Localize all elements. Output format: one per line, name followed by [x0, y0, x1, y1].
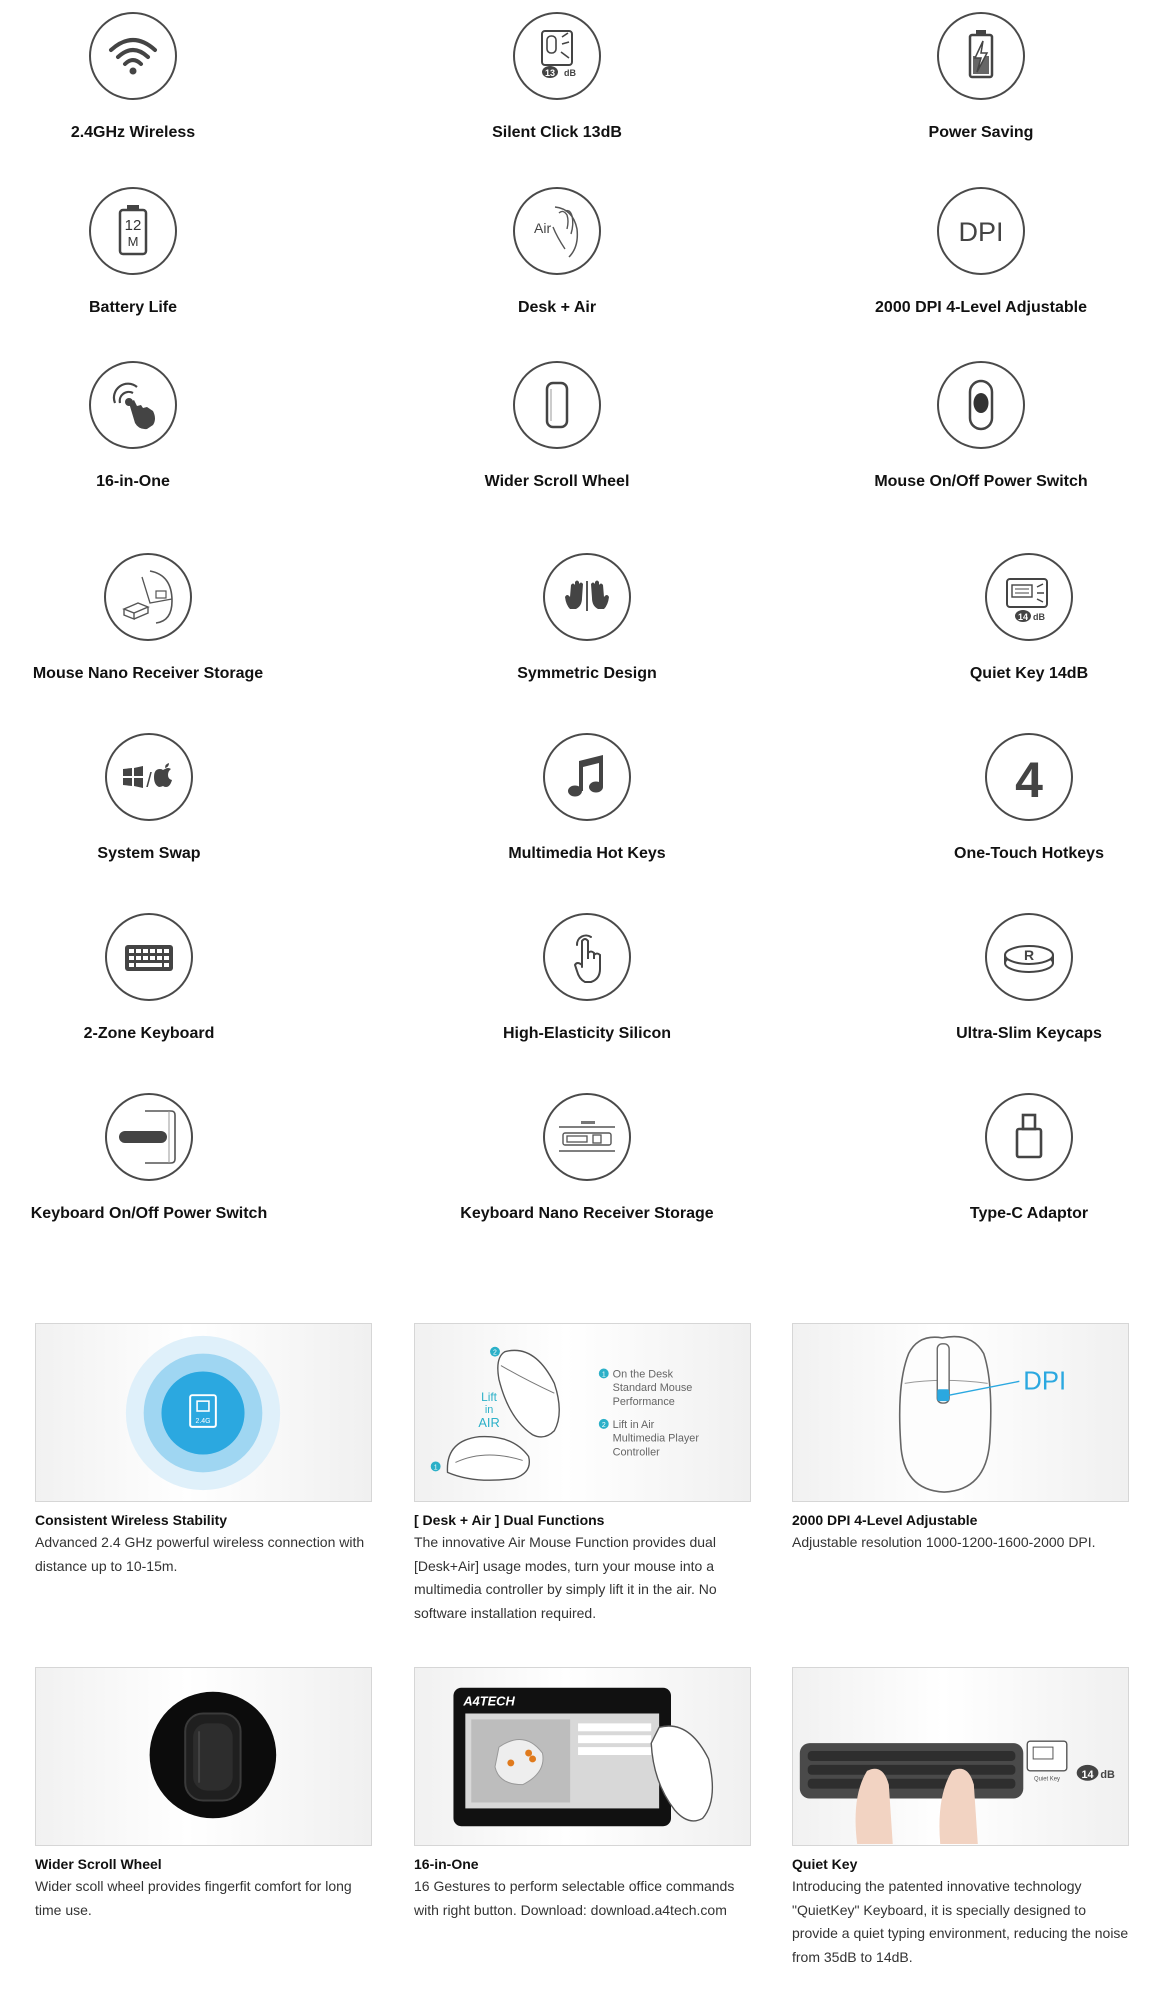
svg-text:Standard Mouse: Standard Mouse: [612, 1382, 693, 1395]
dpi-icon: [937, 187, 1025, 275]
wireless-receiver-illustration: [35, 1323, 372, 1502]
feature-label: Silent Click 13dB: [492, 124, 622, 141]
desk-air-illustration: [414, 1323, 751, 1502]
windows-apple-icon: [105, 733, 193, 821]
svg-text:dB: dB: [564, 68, 576, 78]
feature-wireless: [43, 12, 223, 142]
silent-click-icon: [513, 12, 601, 100]
feature-label: Wider Scroll Wheel: [484, 473, 630, 490]
feature-label: Keyboard Nano Receiver Storage: [460, 1205, 714, 1222]
feature-mouse-receiver: [28, 553, 268, 683]
feature-mouse-switch: [874, 361, 1088, 491]
svg-text:Lift in Air: Lift in Air: [612, 1418, 655, 1431]
feature-label: Mouse Nano Receiver Storage: [32, 665, 264, 682]
svg-text:Quiet Key: Quiet Key: [1034, 1776, 1061, 1783]
svg-text:1: 1: [433, 1464, 438, 1472]
feature-label: 2000 DPI 4-Level Adjustable: [875, 299, 1087, 316]
scroll-wheel-illustration: [35, 1667, 372, 1846]
svg-text:in: in: [484, 1403, 494, 1416]
card-title: 16-in-One: [414, 1856, 479, 1872]
feature-label: Quiet Key 14dB: [969, 665, 1089, 682]
quiet-key-icon: [985, 553, 1073, 641]
feature-16-in-one: [43, 361, 223, 491]
svg-text:1: 1: [601, 1371, 606, 1379]
svg-text:14: 14: [1081, 1768, 1094, 1781]
feature-label: High-Elasticity Silicon: [502, 1025, 672, 1042]
music-note-icon: [543, 733, 631, 821]
card-title: Quiet Key: [792, 1856, 858, 1872]
finger-press-icon: [543, 913, 631, 1001]
feature-label: System Swap: [97, 845, 201, 862]
svg-text:Air: Air: [534, 220, 552, 236]
feature-one-touch: [939, 733, 1119, 863]
touch-gesture-icon: [89, 361, 177, 449]
svg-text:AIR: AIR: [478, 1414, 500, 1430]
feature-quiet-key: [939, 553, 1119, 683]
battery-life-icon: [89, 187, 177, 275]
feature-label: Ultra-Slim Keycaps: [956, 1025, 1102, 1042]
svg-text:A4TECH: A4TECH: [463, 1693, 515, 1709]
card-scroll-wheel: [35, 1667, 372, 1922]
wifi-icon: [89, 12, 177, 100]
feature-label: Type-C Adaptor: [969, 1205, 1089, 1222]
nano-receiver-icon: [104, 553, 192, 641]
feature-desk-air: [467, 187, 647, 317]
card-description: The innovative Air Mouse Function provides dual [Desk+Air] usage modes, turn your mouse into a multimedia controller by simply lift it in the air. No software installation required.: [414, 1534, 717, 1621]
software-illustration: [414, 1667, 751, 1846]
mouse-dpi-illustration: [792, 1323, 1129, 1502]
card-description: Adjustable resolution 1000-1200-1600-2000 DPI.: [792, 1534, 1096, 1550]
feature-label: 2-Zone Keyboard: [83, 1025, 215, 1042]
svg-text:12: 12: [124, 217, 142, 234]
card-dpi: [792, 1323, 1129, 1555]
power-switch-icon: [937, 361, 1025, 449]
number-four-icon: [985, 733, 1073, 821]
card-description: Introducing the patented innovative technology "QuietKey" Keyboard, it is specially designed to provide a quiet typing environment, reducing the noise from 35dB to 14dB.: [792, 1878, 1129, 1965]
feature-multimedia: [497, 733, 677, 863]
card-title: [ Desk + Air ] Dual Functions: [414, 1512, 605, 1528]
feature-silent-click: [467, 12, 647, 142]
feature-symmetric: [497, 553, 677, 683]
svg-text:Lift: Lift: [481, 1390, 497, 1405]
svg-text:On the Desk: On the Desk: [612, 1368, 674, 1381]
svg-text:2: 2: [493, 1349, 497, 1357]
feature-label: Power Saving: [928, 124, 1034, 141]
svg-text:Controller: Controller: [612, 1446, 660, 1459]
feature-label: Symmetric Design: [517, 665, 657, 682]
svg-text:2.4G: 2.4G: [195, 1417, 211, 1425]
feature-type-c: [939, 1093, 1119, 1223]
type-c-icon: [985, 1093, 1073, 1181]
keyboard-icon: [105, 913, 193, 1001]
card-quiet-key: [792, 1667, 1129, 1969]
feature-label: 16-in-One: [96, 473, 170, 490]
svg-text:4: 4: [1015, 752, 1043, 808]
svg-text:dB: dB: [1100, 1768, 1115, 1781]
svg-text:M: M: [127, 234, 139, 249]
card-description: Wider scoll wheel provides fingerfit comfort for long time use.: [35, 1878, 352, 1918]
card-description: Advanced 2.4 GHz powerful wireless connection with distance up to 10-15m.: [35, 1534, 365, 1574]
battery-bolt-icon: [937, 12, 1025, 100]
svg-text:13: 13: [544, 68, 556, 78]
keyboard-receiver-icon: [543, 1093, 631, 1181]
feature-kb-receiver: [452, 1093, 722, 1223]
scroll-wheel-icon: [513, 361, 601, 449]
card-title: Wider Scroll Wheel: [35, 1856, 162, 1872]
feature-battery-life: [43, 187, 223, 317]
svg-text:Multimedia Player: Multimedia Player: [612, 1432, 699, 1445]
feature-2-zone: [59, 913, 239, 1043]
svg-text:R: R: [1023, 947, 1035, 963]
feature-label: Keyboard On/Off Power Switch: [30, 1205, 268, 1222]
card-description: 16 Gestures to perform selectable office commands with right button. Download: download.a4tech.com: [414, 1878, 735, 1918]
feature-label: Multimedia Hot Keys: [508, 845, 666, 862]
feature-slim-keycaps: [939, 913, 1119, 1043]
svg-text:/: /: [146, 770, 152, 792]
feature-label: One-Touch Hotkeys: [954, 845, 1104, 862]
svg-text:2: 2: [601, 1421, 606, 1429]
svg-text:DPI: DPI: [958, 217, 1004, 247]
feature-kb-switch: [14, 1093, 284, 1223]
hand-air-icon: [513, 187, 601, 275]
card-title: 2000 DPI 4-Level Adjustable: [792, 1512, 978, 1528]
feature-system-swap: [59, 733, 239, 863]
svg-text:Performance: Performance: [612, 1396, 675, 1409]
feature-label: Battery Life: [88, 299, 178, 316]
card-title: Consistent Wireless Stability: [35, 1512, 228, 1528]
feature-label: Mouse On/Off Power Switch: [874, 473, 1088, 490]
quiet-keyboard-illustration: [792, 1667, 1129, 1846]
card-desk-air: [414, 1323, 751, 1625]
symmetric-hands-icon: [543, 553, 631, 641]
svg-text:14: 14: [1017, 612, 1029, 622]
svg-text:DPI: DPI: [1023, 1367, 1067, 1396]
feature-silicon: [497, 913, 677, 1043]
feature-label: 2.4GHz Wireless: [70, 124, 196, 141]
feature-dpi: [875, 187, 1087, 317]
feature-label: Desk + Air: [517, 299, 597, 316]
keyboard-switch-icon: [105, 1093, 193, 1181]
feature-power-saving: [891, 12, 1071, 142]
svg-text:dB: dB: [1033, 612, 1045, 622]
keycap-icon: [985, 913, 1073, 1001]
feature-scroll-wheel: [467, 361, 647, 491]
card-16-in-one: [414, 1667, 751, 1922]
card-wireless: [35, 1323, 372, 1578]
